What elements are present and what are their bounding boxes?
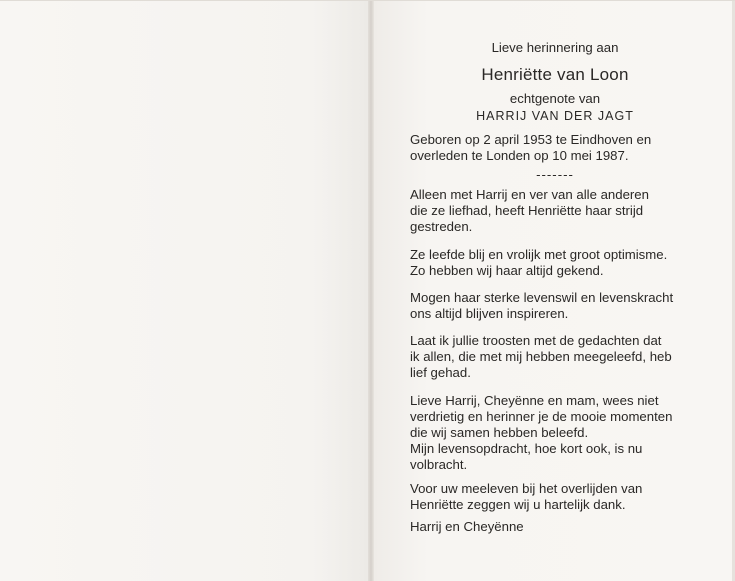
paragraph-line: Henriëtte zeggen wij u hartelijk dank. xyxy=(410,497,626,512)
paragraph-line: ik allen, die met mij hebben meegeleefd, heb xyxy=(410,349,672,364)
paragraph-5 xyxy=(410,393,710,473)
paragraph-line: ons altijd blijven inspireren. xyxy=(410,306,569,321)
paragraph-line: Ze leefde blij en vrolijk met groot optimisme. xyxy=(410,247,668,262)
paragraph-4 xyxy=(410,333,710,381)
separator: ------- xyxy=(536,167,574,182)
paragraph-line: die ze liefhad, heeft Henriëtte haar strijd xyxy=(410,203,644,218)
paragraph-line: lief gehad. xyxy=(410,365,471,380)
paragraph-line: die wij samen hebben beleefd. xyxy=(410,425,589,440)
paragraph-line: verdrietig en herinner je de mooie momenten xyxy=(410,409,673,424)
paragraph-line: Mijn levensopdracht, hoe kort ook, is nu xyxy=(410,441,643,456)
left-page-blank xyxy=(0,1,368,581)
birth-line: Geboren op 2 april 1953 te Eindhoven en xyxy=(410,132,652,147)
paragraph-line: Lieve Harrij, Cheyënne en mam, wees niet xyxy=(410,393,659,408)
paragraph-3 xyxy=(410,290,710,322)
paragraph-line: Alleen met Harrij en ver van alle anderen xyxy=(410,187,649,202)
paragraph-line: gestreden. xyxy=(410,219,473,234)
paragraph-1 xyxy=(410,187,710,235)
paragraph-2 xyxy=(410,247,710,279)
spouse-name: HARRIJ VAN DER JAGT xyxy=(476,109,634,123)
relation-text: echtgenote van xyxy=(509,91,601,106)
signature: Harrij en Cheyënne xyxy=(410,519,524,534)
death-line: overleden te Londen op 10 mei 1987. xyxy=(410,148,629,163)
paragraph-line: Mogen haar sterke levenswil en levenskracht xyxy=(410,290,674,305)
paragraph-line: Laat ik jullie troosten met de gedachten dat xyxy=(410,333,662,348)
intro-text: Lieve herinnering aan xyxy=(491,40,619,55)
paragraph-line: volbracht. xyxy=(410,457,468,472)
paragraph-6 xyxy=(410,481,710,513)
deceased-name: Henriëtte van Loon xyxy=(481,65,629,84)
paragraph-line: Voor uw meeleven bij het overlijden van xyxy=(410,481,643,496)
paragraph-line: Zo hebben wij haar altijd gekend. xyxy=(410,263,604,278)
